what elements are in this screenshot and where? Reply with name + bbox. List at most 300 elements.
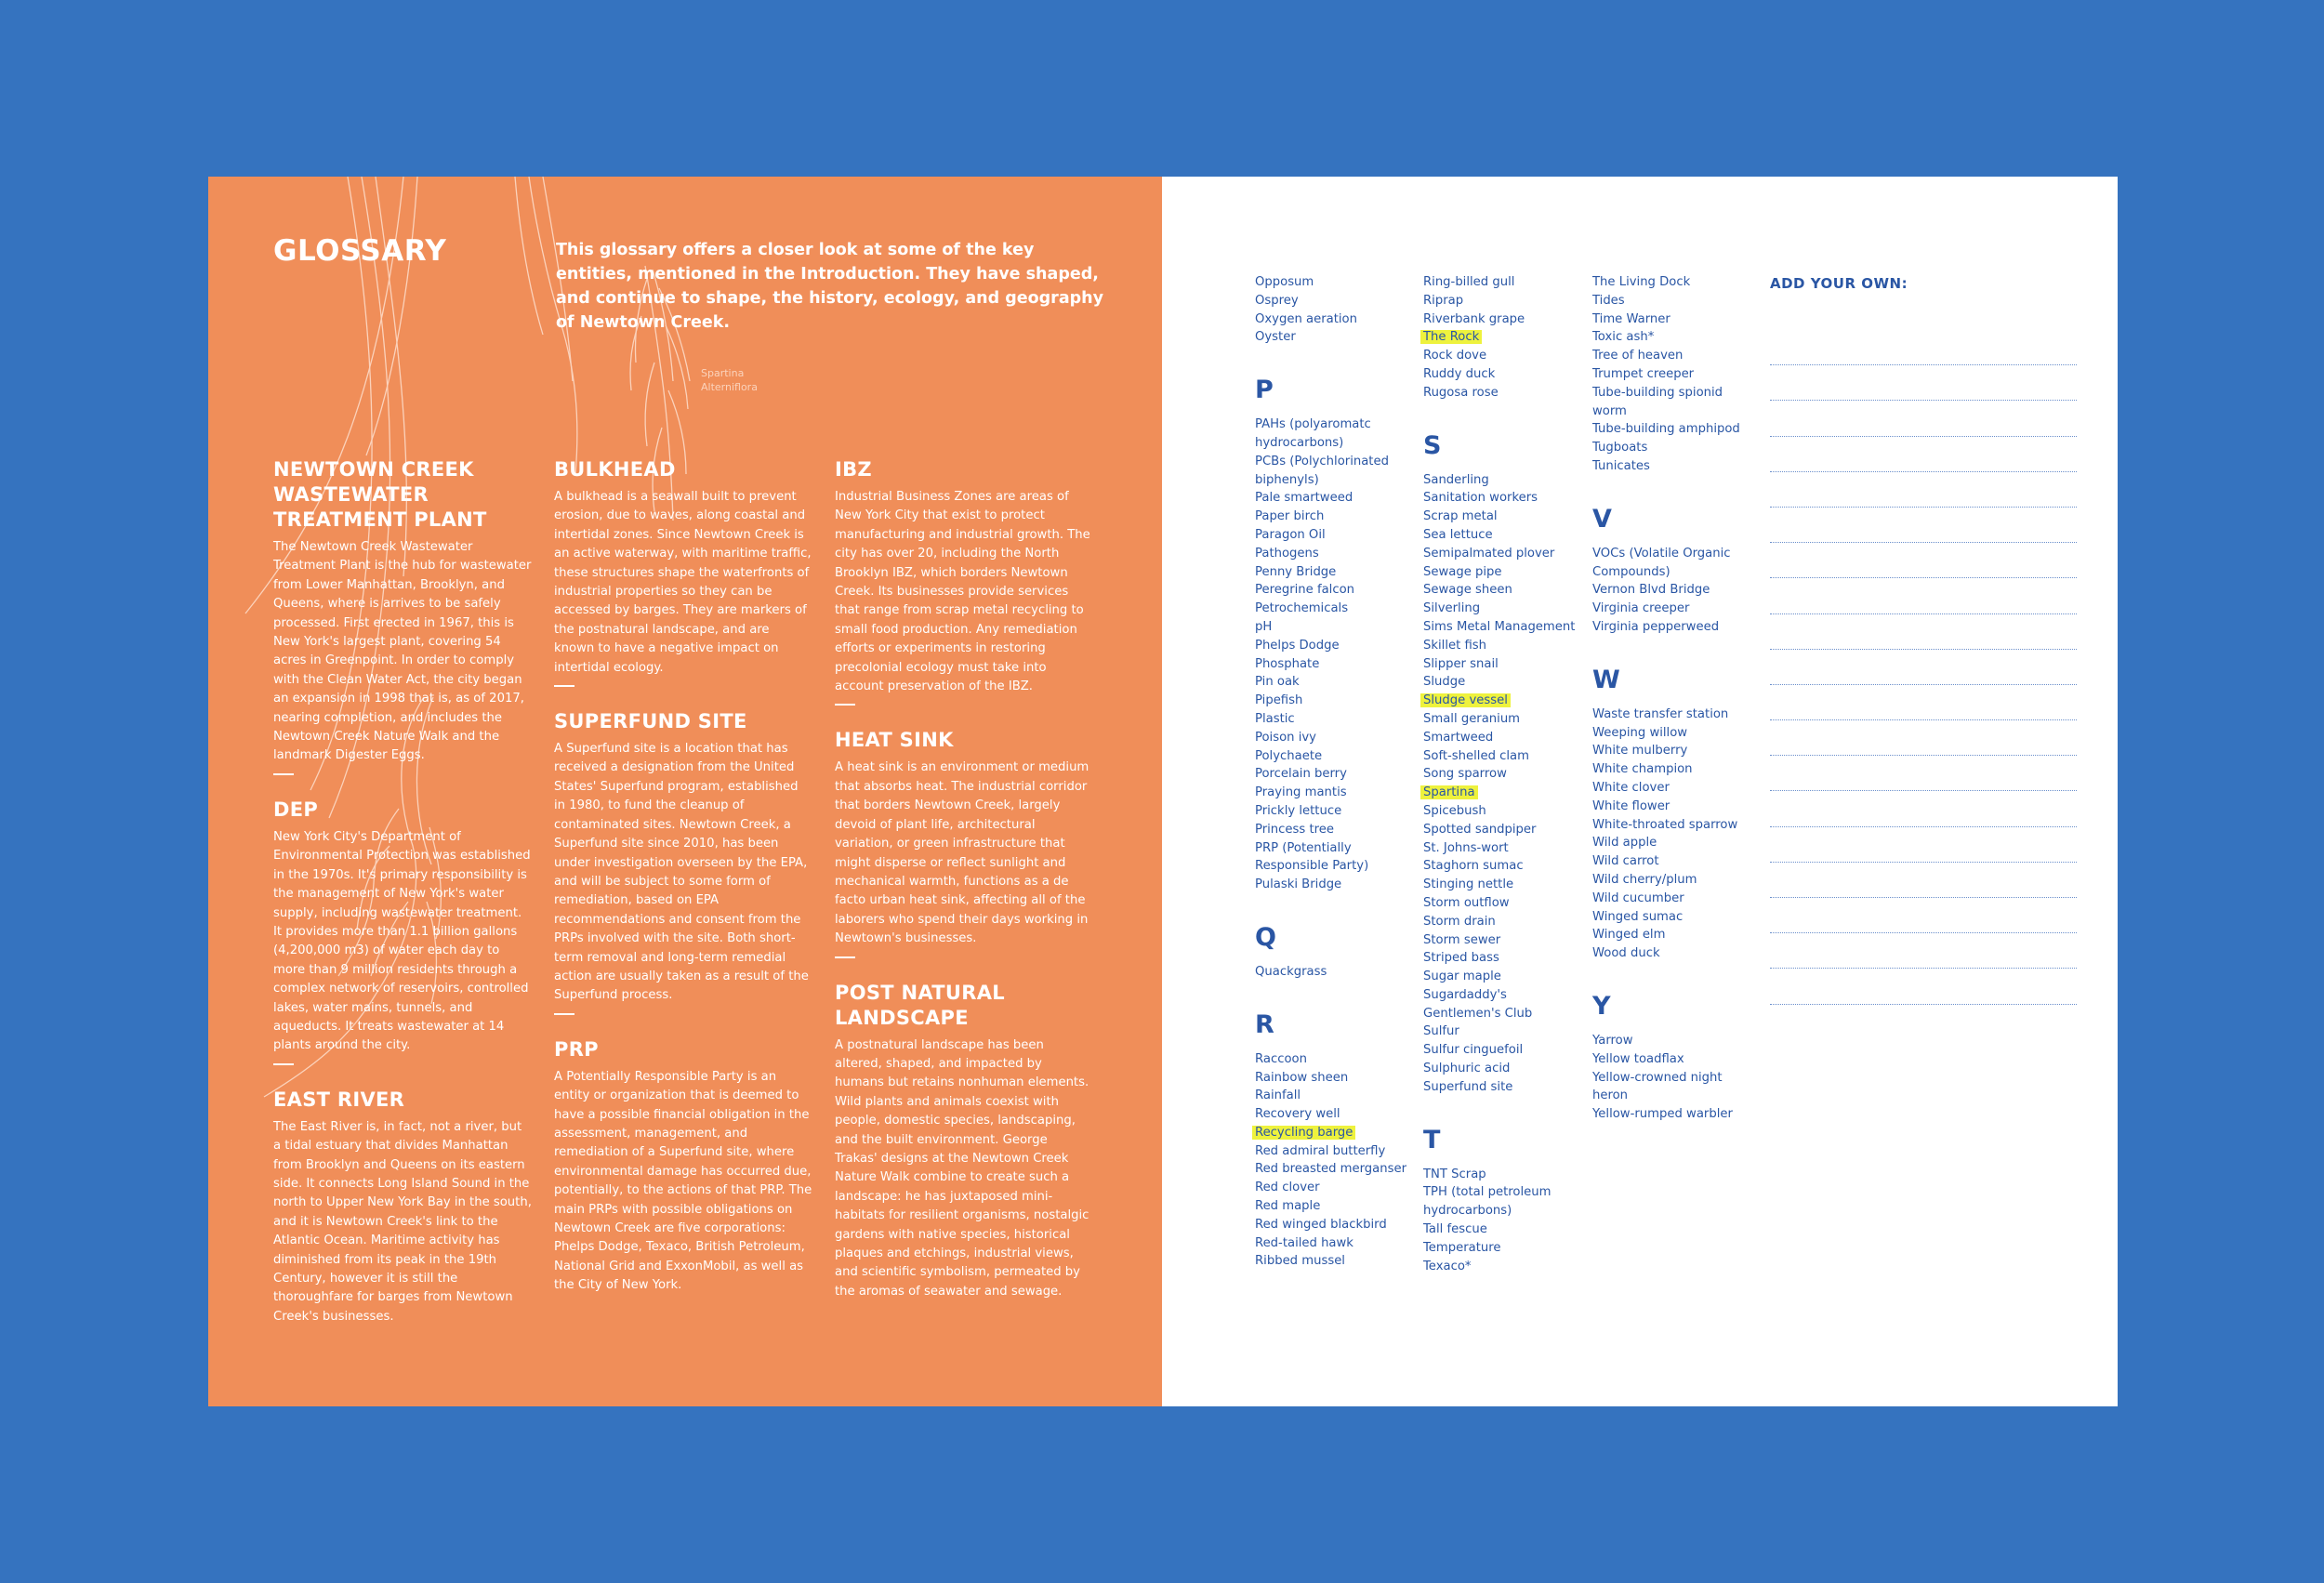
entry-text: The Newtown Creek Wastewater Treatment Plant is the hub for wastewater from Lower Manhattan, Brooklyn, and Queens, where is arrives to be safely processed. First erected in 1967, this is New York's largest plant, covering 54 acres in Greenpoint. In order to comply with the Clean Water Act, the city began an expansion in 1998 that is, as of 2017, nearing completion, and includes the Newtown Creek Nature Walk and the landmark Digester Eggs. <box>273 540 532 763</box>
index-term: Striped bass <box>1423 951 1499 966</box>
index-term: Rainbow sheen <box>1255 1070 1349 1085</box>
index-item <box>1255 1050 1413 1069</box>
index-item <box>1423 729 1581 747</box>
index-item <box>1592 365 1750 384</box>
index-item <box>1423 692 1581 710</box>
index-letter: P <box>1255 376 1274 405</box>
index-item <box>1423 508 1581 526</box>
index-term: Tides <box>1592 293 1625 308</box>
entry-divider <box>273 773 294 775</box>
index-term: Wild apple <box>1592 836 1657 851</box>
blank-line <box>1770 685 2077 720</box>
index-term: Soft-shelled clam <box>1423 748 1529 763</box>
index-item <box>1255 1197 1413 1216</box>
entry-text: Industrial Business Zones are areas of New York City that exist to protect manufacturing and industrial growth. The city has over 20, including the North Brooklyn IBZ, which borders Newtown Creek. Its businesses provide services that range from scrap metal recycling to small food production. Any remediation efforts or experiments in restoring precolonial ecology must take into account preservation of the IBZ. <box>835 490 1090 694</box>
glossary-entry <box>554 709 812 1015</box>
index-term: Porcelain berry <box>1255 767 1347 782</box>
highlighted-term: The Rock <box>1420 330 1482 344</box>
index-term: Phosphate <box>1255 656 1320 671</box>
index-term: Winged elm <box>1592 928 1666 943</box>
index-term: Sewage sheen <box>1423 583 1512 598</box>
index-item <box>1423 986 1581 1023</box>
index-item <box>1423 949 1581 968</box>
index-item <box>1592 724 1750 743</box>
index-term: Yarrow <box>1592 1033 1633 1048</box>
index-item <box>1255 618 1413 637</box>
index-item <box>1592 944 1750 963</box>
index-term: Scrap metal <box>1423 509 1498 524</box>
index-term: White champion <box>1592 762 1693 777</box>
index-item <box>1423 365 1581 384</box>
entry-title: HEAT SINK <box>835 729 954 752</box>
index-item <box>1255 729 1413 747</box>
index-item <box>1592 273 1750 292</box>
index-term: Pale smartweed <box>1255 491 1353 506</box>
entry-title: EAST RIVER <box>273 1088 405 1111</box>
index-term: Wild carrot <box>1592 854 1659 869</box>
glossary-entry <box>554 1037 812 1296</box>
entry-title: SUPERFUND SITE <box>554 710 747 733</box>
index-term: Semipalmated plover <box>1423 546 1555 561</box>
index-term: Wild cherry/plum <box>1592 872 1697 887</box>
add-your-own-lines <box>1770 330 2077 1005</box>
index-item <box>1423 857 1581 876</box>
index-term: Texaco* <box>1423 1259 1472 1273</box>
index-item <box>1423 637 1581 655</box>
index-item <box>1592 457 1750 476</box>
index-term: TPH (total petroleum hydrocarbons) <box>1423 1185 1552 1219</box>
index-item <box>1423 839 1581 858</box>
entry-divider <box>554 685 574 687</box>
index-term: Tube-building spionid worm <box>1592 385 1723 418</box>
index-term: VOCs (Volatile Organic Compounds) <box>1592 546 1731 579</box>
plant-label-line2: Alterniflora <box>701 381 758 393</box>
index-term: Tugboats <box>1592 441 1648 455</box>
index-item <box>1423 581 1581 600</box>
index-term: Storm sewer <box>1423 932 1501 947</box>
highlighted-term: Spartina <box>1420 785 1478 799</box>
index-term: Poison ivy <box>1255 730 1316 745</box>
index-item <box>1423 1220 1581 1239</box>
index-item <box>1592 706 1750 724</box>
glossary-entry <box>554 457 812 687</box>
index-letter: S <box>1423 430 1442 460</box>
index-term: Oxygen aeration <box>1255 311 1357 326</box>
index-term: Superfund site <box>1423 1079 1513 1094</box>
index-item <box>1592 798 1750 816</box>
entry-title: PRP <box>554 1037 599 1061</box>
index-item <box>1592 871 1750 890</box>
index-item <box>1423 747 1581 766</box>
index-term: Spotted sandpiper <box>1423 822 1537 837</box>
index-letter: W <box>1592 665 1620 694</box>
index-term: Tube-building amphipod <box>1592 422 1740 437</box>
index-item <box>1255 1105 1413 1124</box>
index-letter: V <box>1592 504 1612 534</box>
index-term: Storm drain <box>1423 914 1496 929</box>
entry-text: The East River is, in fact, not a river, but a tidal estuary that divides Manhattan from Brooklyn and Queens on its eastern side. It connects Long Island Sound in the north to Upper New York Bay in the south, and it is Newtown Creek's link to the Atlantic Ocean. Maritime activity has diminished from its peak in the 19th Century, however it is still the thoroughfare for barges from Newtown Creek's businesses. <box>273 1119 532 1324</box>
index-term: Pulaski Bridge <box>1255 877 1342 892</box>
index-term: Waste transfer station <box>1592 706 1729 721</box>
index-term: Wild cucumber <box>1592 890 1684 905</box>
glossary-title: GLOSSARY <box>273 234 447 268</box>
entry-title: BULKHEAD <box>554 458 676 481</box>
index-term: Recovery well <box>1255 1107 1340 1122</box>
glossary-column-2 <box>554 457 812 1305</box>
entry-title: NEWTOWN CREEK WASTEWATER TREATMENT PLANT <box>273 458 487 531</box>
index-term: Rainfall <box>1255 1088 1301 1103</box>
index-term: Pathogens <box>1255 546 1319 561</box>
index-item <box>1255 821 1413 839</box>
glossary-entry <box>273 457 532 775</box>
index-column-2 <box>1423 273 1581 1275</box>
index-item <box>1255 1124 1413 1142</box>
index-item <box>1255 292 1413 310</box>
blank-line <box>1770 863 2077 898</box>
index-term: Song sparrow <box>1423 767 1507 782</box>
index-item <box>1255 489 1413 508</box>
blank-line <box>1770 969 2077 1004</box>
index-term: PCBs (Polychlorinated biphenyls) <box>1255 454 1389 487</box>
index-term: St. Johns-wort <box>1423 840 1509 855</box>
index-term: Pin oak <box>1255 675 1300 690</box>
index-item <box>1423 618 1581 637</box>
index-item <box>1423 1183 1581 1220</box>
index-item <box>1255 328 1413 347</box>
index-term: Sludge <box>1423 675 1466 690</box>
index-item <box>1423 600 1581 618</box>
index-item <box>1423 1041 1581 1060</box>
index-item <box>1255 802 1413 821</box>
index-item <box>1423 292 1581 310</box>
index-term: Red maple <box>1255 1199 1321 1214</box>
index-term: Tree of heaven <box>1592 349 1684 363</box>
entry-divider <box>835 956 855 958</box>
index-term: Paragon Oil <box>1255 527 1326 542</box>
index-item <box>1255 581 1413 600</box>
index-term: Winged sumac <box>1592 909 1684 924</box>
highlighted-term: Sludge vessel <box>1420 693 1511 707</box>
index-term: Riverbank grape <box>1423 311 1525 326</box>
index-term: Paper birch <box>1255 509 1325 524</box>
index-term: Red winged blackbird <box>1255 1217 1387 1232</box>
blank-line <box>1770 898 2077 933</box>
index-term: Rugosa rose <box>1423 385 1499 400</box>
index-item <box>1255 876 1413 894</box>
index-term: Silverling <box>1423 601 1481 616</box>
index-term: Pipefish <box>1255 693 1303 708</box>
index-item <box>1255 1087 1413 1105</box>
index-term: PAHs (polyaromatc hydrocarbons) <box>1255 417 1371 450</box>
index-term: Sugardaddy's Gentlemen's Club <box>1423 987 1533 1021</box>
blank-line <box>1770 650 2077 685</box>
index-term: White mulberry <box>1592 744 1688 759</box>
index-item <box>1255 839 1413 877</box>
index-term: Smartweed <box>1423 730 1494 745</box>
index-term: Riprap <box>1423 293 1464 308</box>
index-item <box>1592 347 1750 365</box>
index-term: Sanitation workers <box>1423 491 1538 506</box>
index-item <box>1592 760 1750 779</box>
index-item <box>1255 1160 1413 1179</box>
index-term: The Living Dock <box>1592 275 1691 289</box>
blank-line <box>1770 365 2077 401</box>
add-your-own-heading: ADD YOUR OWN: <box>1770 275 1908 292</box>
index-item <box>1255 1142 1413 1161</box>
entry-divider <box>835 704 855 706</box>
index-item <box>1423 673 1581 692</box>
entry-divider <box>554 1013 574 1015</box>
index-item <box>1423 347 1581 365</box>
index-term: Toxic ash* <box>1592 330 1655 345</box>
entry-title: IBZ <box>835 458 872 481</box>
index-term: Oyster <box>1255 330 1296 345</box>
index-term: Sea lettuce <box>1423 527 1493 542</box>
index-term: Red breasted merganser <box>1255 1162 1407 1177</box>
index-term: Vernon Blvd Bridge <box>1592 583 1710 598</box>
index-term: Tall fescue <box>1423 1222 1487 1237</box>
index-item <box>1423 1022 1581 1041</box>
index-term: Phelps Dodge <box>1255 638 1340 653</box>
index-term: Opposum <box>1255 275 1314 289</box>
index-item <box>1255 1234 1413 1253</box>
index-item <box>1423 710 1581 729</box>
index-term: Sanderling <box>1423 472 1489 487</box>
index-term: Penny Bridge <box>1255 564 1337 579</box>
index-item <box>1423 913 1581 931</box>
index-term: Ruddy duck <box>1423 366 1496 381</box>
index-term: Raccoon <box>1255 1051 1307 1066</box>
index-item <box>1255 747 1413 766</box>
entry-text: A heat sink is an environment or medium that absorbs heat. The industrial corridor that borders Newtown Creek, largely devoid of plant life, architectural variation, or green infrastructure that might disperse or reflect sunlight and mechanical warmth, functions as a de facto urban heat sink, affecting all of the laborers who spend their days working in Newtown's businesses. <box>835 760 1089 946</box>
index-item <box>1255 765 1413 784</box>
index-term: Temperature <box>1423 1240 1501 1255</box>
index-letter: Y <box>1592 991 1611 1021</box>
blank-line <box>1770 543 2077 578</box>
index-item <box>1423 471 1581 490</box>
index-term: Staghorn sumac <box>1423 859 1524 874</box>
index-term: Skillet fish <box>1423 638 1487 653</box>
index-item <box>1592 890 1750 908</box>
index-item <box>1255 692 1413 710</box>
index-item <box>1255 563 1413 582</box>
index-item <box>1423 784 1581 802</box>
blank-line <box>1770 614 2077 650</box>
blank-line <box>1770 508 2077 543</box>
index-term: Time Warner <box>1592 311 1670 326</box>
index-term: Stinging nettle <box>1423 877 1514 892</box>
index-term: Weeping willow <box>1592 725 1688 740</box>
index-item <box>1592 310 1750 329</box>
entry-title: DEP <box>273 798 319 821</box>
index-term: Sulphuric acid <box>1423 1062 1511 1076</box>
index-term: Ribbed mussel <box>1255 1254 1345 1269</box>
index-term: Red admiral butterfly <box>1255 1143 1386 1158</box>
index-item <box>1423 894 1581 913</box>
glossary-column-3 <box>835 457 1093 1311</box>
index-item <box>1592 779 1750 798</box>
index-item <box>1423 1166 1581 1184</box>
index-item <box>1423 655 1581 674</box>
index-item <box>1423 765 1581 784</box>
index-item <box>1423 328 1581 347</box>
index-item <box>1255 453 1413 490</box>
index-item <box>1423 563 1581 582</box>
index-item <box>1255 784 1413 802</box>
index-item <box>1423 968 1581 986</box>
index-term: TNT Scrap <box>1423 1167 1486 1181</box>
index-item <box>1592 1069 1750 1106</box>
index-item <box>1255 710 1413 729</box>
index-term: Sulfur cinguefoil <box>1423 1043 1524 1058</box>
index-column-1 <box>1255 273 1413 1271</box>
index-letter: T <box>1423 1125 1441 1154</box>
index-item <box>1423 273 1581 292</box>
index-term: Ring-billed gull <box>1423 275 1515 289</box>
entry-text: A Potentially Responsible Party is an entity or organization that is deemed to have a possible financial obligation in the assessment, management, and remediation of a Superfund site, where environmental damage has occurred due, potentially, to the actions of that PRP. The main PRPs with possible obligations on Newtown Creek are five corporations: Phelps Dodge, Texaco, British Petroleum, National Grid and ExxonMobil, as well as the City of New York. <box>554 1069 812 1293</box>
plant-label <box>701 366 758 394</box>
index-item <box>1592 1032 1750 1050</box>
index-item <box>1255 637 1413 655</box>
blank-line <box>1770 437 2077 472</box>
index-item <box>1592 1050 1750 1069</box>
index-item <box>1255 673 1413 692</box>
blank-line <box>1770 720 2077 756</box>
index-term: Small geranium <box>1423 711 1521 726</box>
index-item <box>1255 1216 1413 1234</box>
entry-title: POST NATURAL LANDSCAPE <box>835 981 1005 1029</box>
entry-divider <box>273 1063 294 1065</box>
index-letter: R <box>1255 1009 1274 1039</box>
index-item <box>1423 384 1581 402</box>
index-term: Wood duck <box>1592 946 1660 961</box>
index-item <box>1423 931 1581 950</box>
index-term: Yellow-crowned night heron <box>1592 1070 1723 1103</box>
glossary-column-1 <box>273 457 532 1336</box>
index-term: Princess tree <box>1255 822 1334 837</box>
blank-line <box>1770 472 2077 508</box>
index-column-3 <box>1592 273 1750 1124</box>
index-item <box>1423 1258 1581 1276</box>
index-term: Tunicates <box>1592 458 1650 473</box>
index-item <box>1423 802 1581 821</box>
index-item <box>1592 420 1750 439</box>
index-item <box>1255 1179 1413 1197</box>
index-item <box>1423 821 1581 839</box>
index-item <box>1255 600 1413 618</box>
index-term: Red clover <box>1255 1181 1320 1195</box>
index-item <box>1592 384 1750 421</box>
glossary-entry <box>273 1088 532 1326</box>
index-item <box>1592 581 1750 600</box>
index-item <box>1255 963 1413 982</box>
index-item <box>1592 600 1750 618</box>
blank-line <box>1770 933 2077 969</box>
index-term: Storm outflow <box>1423 895 1510 910</box>
index-item <box>1255 416 1413 453</box>
entry-text: New York City's Department of Environmental Protection was established in the 1970s. It's primary responsibility is the management of New York's water supply, including wastewater treatment. It provides more than 1.1 billion gallons (4,200,000 m3) of water each day to more than 9 million residents through a complex network of reservoirs, controlled lakes, water mains, tunnels, and aqueducts. It treats wastewater at 14 plants around the city. <box>273 829 531 1053</box>
index-term: White clover <box>1592 780 1670 795</box>
index-term: Virginia creeper <box>1592 601 1690 616</box>
index-item <box>1592 908 1750 927</box>
index-term: Sulfur <box>1423 1024 1459 1039</box>
entry-text: A postnatural landscape has been altered, shaped, and impacted by humans but retains nonhuman elements. Wild plants and animals coexist with people, domestic species, landscaping, and the built environment. George Trakas' designs at the Newtown Creek Nature Walk combine to create such a landscape: he has juxtaposed mini-habitats for resilient organisms, nostalgic gardens with native species, historical plaques and etchings, industrial views, and scientific symbolism, permeated by the aromas of seawater and sewage. <box>835 1037 1089 1299</box>
index-item <box>1423 1239 1581 1258</box>
entry-text: A Superfund site is a location that has received a designation from the United States' Superfund program, established in 1980, to fund the cleanup of contaminated sites. Newtown Creek, a Superfund site since 2010, has been under investigation overseen by the EPA, and will be subject to some form of remediation, based on EPA recommendations and consent from the PRPs involved with the site. Both short-term removal and long-term remedial action are usually taken as a result of the Superfund process. <box>554 742 809 1003</box>
index-term: Sims Metal Management <box>1423 619 1576 634</box>
index-term: Yellow-rumped warbler <box>1592 1107 1733 1122</box>
index-item <box>1592 816 1750 835</box>
index-item <box>1255 526 1413 545</box>
blank-line <box>1770 578 2077 613</box>
index-item <box>1255 273 1413 292</box>
index-term: Red-tailed hawk <box>1255 1235 1353 1250</box>
index-item <box>1255 1252 1413 1271</box>
blank-line <box>1770 756 2077 791</box>
blank-line <box>1770 791 2077 826</box>
index-term: Sewage pipe <box>1423 564 1502 579</box>
index-item <box>1423 310 1581 329</box>
index-term: Sugar maple <box>1423 970 1501 984</box>
index-term: Polychaete <box>1255 748 1323 763</box>
index-term: Peregrine falcon <box>1255 583 1355 598</box>
index-item <box>1255 508 1413 526</box>
glossary-entry <box>835 457 1093 706</box>
index-item <box>1255 310 1413 329</box>
index-term: Plastic <box>1255 711 1295 726</box>
glossary-spread <box>208 177 2118 1406</box>
index-item <box>1592 545 1750 582</box>
index-item <box>1255 655 1413 674</box>
index-item <box>1423 876 1581 894</box>
index-item <box>1423 1078 1581 1097</box>
left-page <box>208 177 1162 1406</box>
glossary-intro: This glossary offers a closer look at some of the key entities, mentioned in the Introduction. They have shaped, and continue to shape, the history, ecology, and geography of Newtown Creek. <box>556 241 1104 332</box>
index-term: Virginia pepperweed <box>1592 619 1720 634</box>
index-item <box>1592 742 1750 760</box>
index-term: pH <box>1255 619 1273 634</box>
index-item <box>1255 545 1413 563</box>
blank-line <box>1770 330 2077 365</box>
index-item <box>1592 618 1750 637</box>
index-item <box>1423 545 1581 563</box>
index-item <box>1592 852 1750 871</box>
index-item <box>1423 1060 1581 1078</box>
index-item <box>1423 526 1581 545</box>
index-term: PRP (Potentially Responsible Party) <box>1255 840 1369 874</box>
glossary-entry <box>835 728 1093 957</box>
plant-label-line1: Spartina <box>701 367 745 379</box>
blank-line <box>1770 401 2077 436</box>
index-term: White flower <box>1592 798 1670 813</box>
right-page <box>1162 177 2118 1406</box>
blank-line <box>1770 827 2077 863</box>
index-item <box>1592 1105 1750 1124</box>
index-term: Slipper snail <box>1423 656 1499 671</box>
glossary-entry <box>835 981 1093 1302</box>
index-item <box>1592 292 1750 310</box>
index-term: Spicebush <box>1423 803 1486 818</box>
index-item <box>1592 834 1750 852</box>
glossary-entry <box>273 798 532 1065</box>
index-term: White-throated sparrow <box>1592 817 1738 832</box>
index-term: Yellow toadflax <box>1592 1051 1684 1066</box>
index-item <box>1592 328 1750 347</box>
index-term: Praying mantis <box>1255 785 1347 800</box>
highlighted-term: Recycling barge <box>1252 1126 1355 1140</box>
index-term: Rock dove <box>1423 349 1487 363</box>
index-item <box>1255 1069 1413 1088</box>
